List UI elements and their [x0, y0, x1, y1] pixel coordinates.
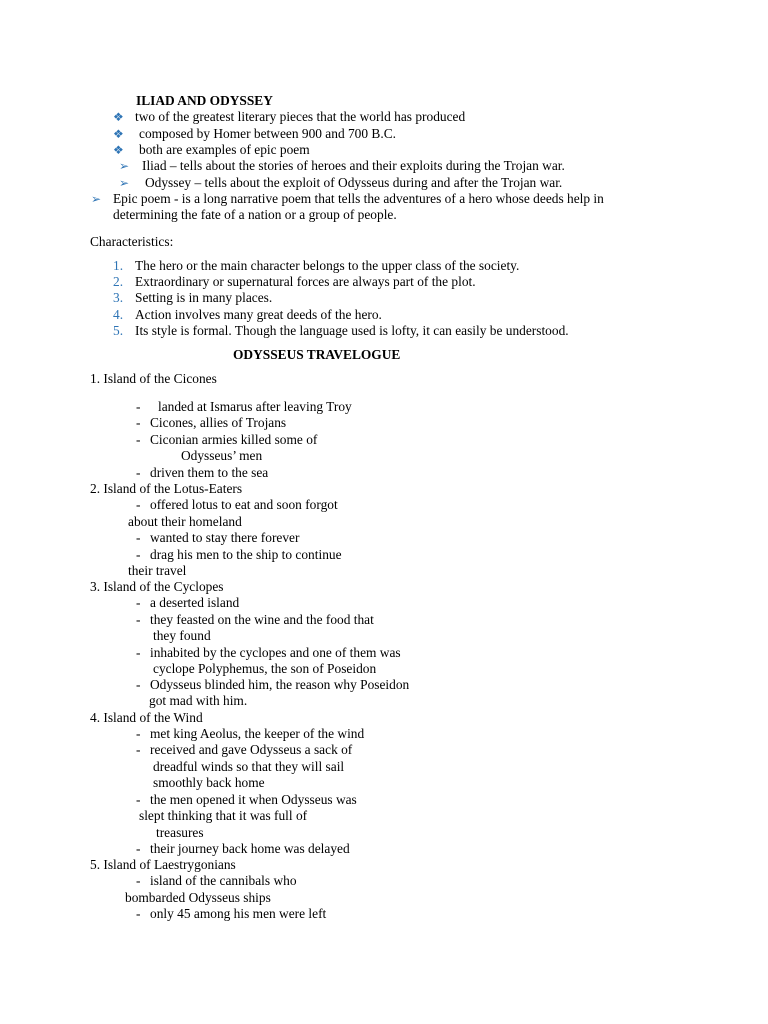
epic-definition-cont: determining the fate of a nation or a group of people. — [113, 207, 397, 222]
dash-bullet: - — [136, 742, 141, 757]
dash-bullet: - — [136, 645, 141, 660]
island-title: 3. Island of the Cyclopes — [90, 579, 224, 594]
island-detail: Ciconian armies killed some of — [150, 432, 318, 447]
characteristic-item: Extraordinary or supernatural forces are always part of the plot. — [135, 274, 476, 289]
island-title: 5. Island of Laestrygonians — [90, 857, 236, 872]
intro-item: composed by Homer between 900 and 700 B.C. — [139, 126, 396, 141]
characteristics-heading: Characteristics: — [90, 234, 174, 249]
island-detail: offered lotus to eat and soon forgot — [150, 497, 338, 512]
island-detail: island of the cannibals who — [150, 873, 297, 888]
island-detail-cont: cyclope Polyphemus, the son of Poseidon — [153, 661, 377, 676]
list-number: 4. — [113, 307, 124, 322]
island-detail-cont: their travel — [128, 563, 187, 578]
island-detail: only 45 among his men were left — [150, 906, 327, 921]
dash-bullet: - — [136, 399, 141, 414]
list-number: 2. — [113, 274, 124, 289]
document-title: ILIAD AND ODYSSEY — [136, 93, 273, 108]
island-detail: the men opened it when Odysseus was — [150, 792, 357, 807]
epic-definition: Epic poem - is a long narrative poem that tells the adventures of a hero whose deeds help in — [113, 191, 604, 206]
island-detail: a deserted island — [150, 595, 240, 610]
island-title: 1. Island of the Cicones — [90, 371, 217, 386]
island-detail-cont: treasures — [156, 825, 204, 840]
island-detail-cont: bombarded Odysseus ships — [125, 890, 271, 905]
dash-bullet: - — [136, 432, 141, 447]
list-number: 5. — [113, 323, 124, 338]
travelogue-title: ODYSSEUS TRAVELOGUE — [233, 347, 401, 362]
intro-item: two of the greatest literary pieces that the world has produced — [135, 109, 466, 124]
island-detail: their journey back home was delayed — [150, 841, 350, 856]
dash-bullet: - — [136, 841, 141, 856]
island-detail: inhabited by the cyclopes and one of them was — [150, 645, 401, 660]
list-number: 3. — [113, 290, 124, 305]
dash-bullet: - — [136, 873, 141, 888]
dash-bullet: - — [136, 906, 141, 921]
dash-bullet: - — [136, 547, 141, 562]
characteristic-item: Action involves many great deeds of the hero. — [135, 307, 382, 322]
dash-bullet: - — [136, 530, 141, 545]
arrow-bullet-icon: ➢ — [119, 176, 130, 190]
diamond-bullet-icon: ❖ — [113, 110, 124, 124]
dash-bullet: - — [136, 726, 141, 741]
island-detail-cont: they found — [153, 628, 211, 643]
diamond-bullet-icon: ❖ — [113, 143, 124, 157]
dash-bullet: - — [136, 677, 141, 692]
dash-bullet: - — [136, 595, 141, 610]
arrow-bullet-icon: ➢ — [119, 159, 130, 173]
intro-item: both are examples of epic poem — [139, 142, 310, 157]
dash-bullet: - — [136, 792, 141, 807]
island-title: 4. Island of the Wind — [90, 710, 203, 725]
island-detail-cont: slept thinking that it was full of — [139, 808, 308, 823]
diamond-bullet-icon: ❖ — [113, 127, 124, 141]
island-detail-cont: got mad with him. — [149, 693, 248, 708]
list-number: 1. — [113, 258, 124, 273]
dash-bullet: - — [136, 465, 141, 480]
island-detail-cont: dreadful winds so that they will sail — [153, 759, 345, 774]
poem-item: Iliad – tells about the stories of heroes and their exploits during the Trojan war. — [142, 158, 565, 173]
dash-bullet: - — [136, 612, 141, 627]
characteristic-item: The hero or the main character belongs to the upper class of the society. — [135, 258, 520, 273]
island-detail: they feasted on the wine and the food that — [150, 612, 374, 627]
dash-bullet: - — [136, 497, 141, 512]
island-detail-cont: Odysseus’ men — [181, 448, 263, 463]
island-detail: drag his men to the ship to continue — [150, 547, 342, 562]
island-detail: driven them to the sea — [150, 465, 269, 480]
island-title: 2. Island of the Lotus-Eaters — [90, 481, 243, 496]
island-detail: wanted to stay there forever — [150, 530, 300, 545]
island-detail-cont: smoothly back home — [153, 775, 265, 790]
island-detail: met king Aeolus, the keeper of the wind — [150, 726, 365, 741]
dash-bullet: - — [136, 415, 141, 430]
characteristic-item: Its style is formal. Though the language used is lofty, it can easily be understood. — [135, 323, 569, 338]
island-detail: Odysseus blinded him, the reason why Poseidon — [150, 677, 410, 692]
characteristic-item: Setting is in many places. — [135, 290, 273, 305]
island-detail: landed at Ismarus after leaving Troy — [158, 399, 352, 414]
arrow-bullet-icon: ➢ — [91, 192, 102, 206]
island-detail: received and gave Odysseus a sack of — [150, 742, 353, 757]
island-detail-cont: about their homeland — [128, 514, 242, 529]
island-detail: Cicones, allies of Trojans — [150, 415, 287, 430]
poem-item: Odyssey – tells about the exploit of Odysseus during and after the Trojan war. — [145, 175, 563, 190]
